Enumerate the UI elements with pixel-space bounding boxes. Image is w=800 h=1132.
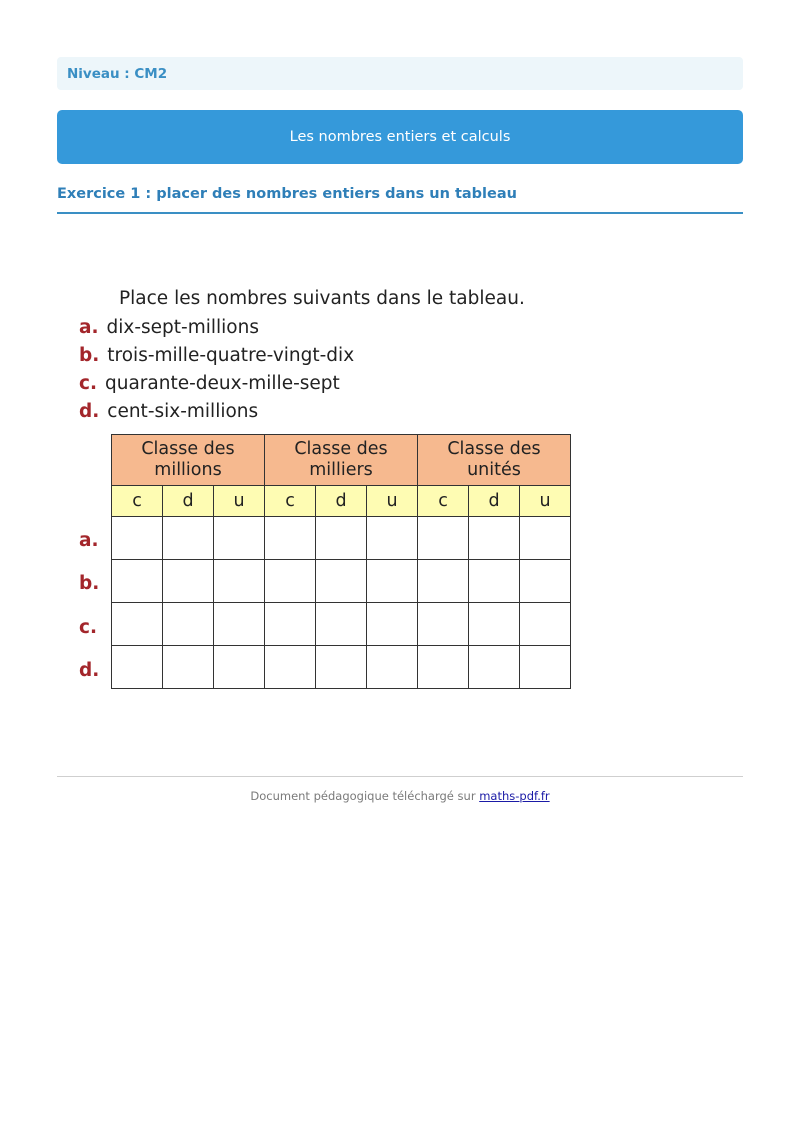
answer-cell[interactable] bbox=[520, 603, 571, 646]
answer-cell[interactable] bbox=[469, 560, 520, 603]
row-label-c: c. bbox=[79, 617, 97, 638]
class-header-row bbox=[112, 435, 571, 486]
answer-cell[interactable] bbox=[163, 646, 214, 689]
class-header-line: Classe des bbox=[447, 439, 541, 459]
answer-cell[interactable] bbox=[265, 560, 316, 603]
class-header-line: millions bbox=[154, 460, 222, 480]
class-header-line: Classe des bbox=[294, 439, 388, 459]
item-marker: d. bbox=[79, 401, 100, 422]
exercise-heading: Exercice 1 : placer des nombres entiers dans un tableau bbox=[57, 186, 743, 214]
item-text: dix-sept-millions bbox=[106, 317, 259, 338]
class-header-millions bbox=[112, 435, 265, 486]
place-value-table bbox=[111, 434, 571, 689]
answer-cell[interactable] bbox=[469, 517, 520, 560]
class-header-milliers bbox=[265, 435, 418, 486]
answer-cell[interactable] bbox=[112, 560, 163, 603]
table-row bbox=[112, 517, 571, 560]
answer-cell[interactable] bbox=[214, 560, 265, 603]
list-item bbox=[79, 317, 259, 338]
item-marker: b. bbox=[79, 345, 100, 366]
answer-cell[interactable] bbox=[367, 560, 418, 603]
digit-header: c bbox=[265, 486, 316, 517]
answer-cell[interactable] bbox=[214, 603, 265, 646]
footer-text: Document pédagogique téléchargé sur bbox=[250, 789, 476, 803]
answer-cell[interactable] bbox=[265, 646, 316, 689]
row-label-b: b. bbox=[79, 573, 100, 594]
answer-cell[interactable] bbox=[163, 603, 214, 646]
answer-cell[interactable] bbox=[112, 646, 163, 689]
footer bbox=[0, 789, 800, 803]
digit-header: d bbox=[469, 486, 520, 517]
row-label-a: a. bbox=[79, 530, 99, 551]
answer-cell[interactable] bbox=[316, 517, 367, 560]
table-row bbox=[112, 603, 571, 646]
item-text: trois-mille-quatre-vingt-dix bbox=[107, 345, 355, 366]
class-header-line: unités bbox=[467, 460, 521, 480]
item-marker: c. bbox=[79, 373, 97, 394]
list-item bbox=[79, 373, 340, 394]
answer-cell[interactable] bbox=[265, 603, 316, 646]
answer-cell[interactable] bbox=[265, 517, 316, 560]
answer-cell[interactable] bbox=[163, 560, 214, 603]
digit-header-row bbox=[112, 486, 571, 517]
answer-cell[interactable] bbox=[418, 560, 469, 603]
answer-cell[interactable] bbox=[469, 603, 520, 646]
digit-header: d bbox=[163, 486, 214, 517]
footer-link[interactable]: maths-pdf.fr bbox=[479, 789, 550, 803]
table-row bbox=[112, 646, 571, 689]
page-title: Les nombres entiers et calculs bbox=[289, 129, 511, 145]
answer-cell[interactable] bbox=[418, 646, 469, 689]
list-item bbox=[79, 345, 354, 366]
row-label-d: d. bbox=[79, 660, 100, 681]
answer-cell[interactable] bbox=[367, 603, 418, 646]
title-banner bbox=[57, 110, 743, 164]
answer-cell[interactable] bbox=[163, 517, 214, 560]
class-header-line: Classe des bbox=[141, 439, 235, 459]
answer-cell[interactable] bbox=[316, 603, 367, 646]
answer-cell[interactable] bbox=[367, 646, 418, 689]
answer-cell[interactable] bbox=[418, 517, 469, 560]
footer-divider bbox=[57, 776, 743, 777]
digit-header: d bbox=[316, 486, 367, 517]
class-header-line: milliers bbox=[309, 460, 373, 480]
digit-header: u bbox=[367, 486, 418, 517]
answer-cell[interactable] bbox=[520, 646, 571, 689]
answer-cell[interactable] bbox=[112, 603, 163, 646]
answer-cell[interactable] bbox=[214, 646, 265, 689]
list-item bbox=[79, 401, 258, 422]
digit-header: c bbox=[418, 486, 469, 517]
class-header-unites bbox=[418, 435, 571, 486]
answer-cell[interactable] bbox=[316, 560, 367, 603]
answer-cell[interactable] bbox=[112, 517, 163, 560]
digit-header: u bbox=[214, 486, 265, 517]
answer-cell[interactable] bbox=[316, 646, 367, 689]
item-text: quarante-deux-mille-sept bbox=[105, 373, 340, 394]
table-row bbox=[112, 560, 571, 603]
answer-cell[interactable] bbox=[469, 646, 520, 689]
item-marker: a. bbox=[79, 317, 99, 338]
level-bar bbox=[57, 57, 743, 90]
answer-cell[interactable] bbox=[520, 517, 571, 560]
answer-cell[interactable] bbox=[367, 517, 418, 560]
digit-header: c bbox=[112, 486, 163, 517]
item-text: cent-six-millions bbox=[107, 401, 259, 422]
answer-cell[interactable] bbox=[520, 560, 571, 603]
digit-header: u bbox=[520, 486, 571, 517]
answer-cell[interactable] bbox=[214, 517, 265, 560]
exercise-figure bbox=[57, 280, 743, 700]
level-label: Niveau : CM2 bbox=[67, 65, 168, 82]
exercise-instruction: Place les nombres suivants dans le tableau. bbox=[119, 288, 525, 309]
answer-cell[interactable] bbox=[418, 603, 469, 646]
